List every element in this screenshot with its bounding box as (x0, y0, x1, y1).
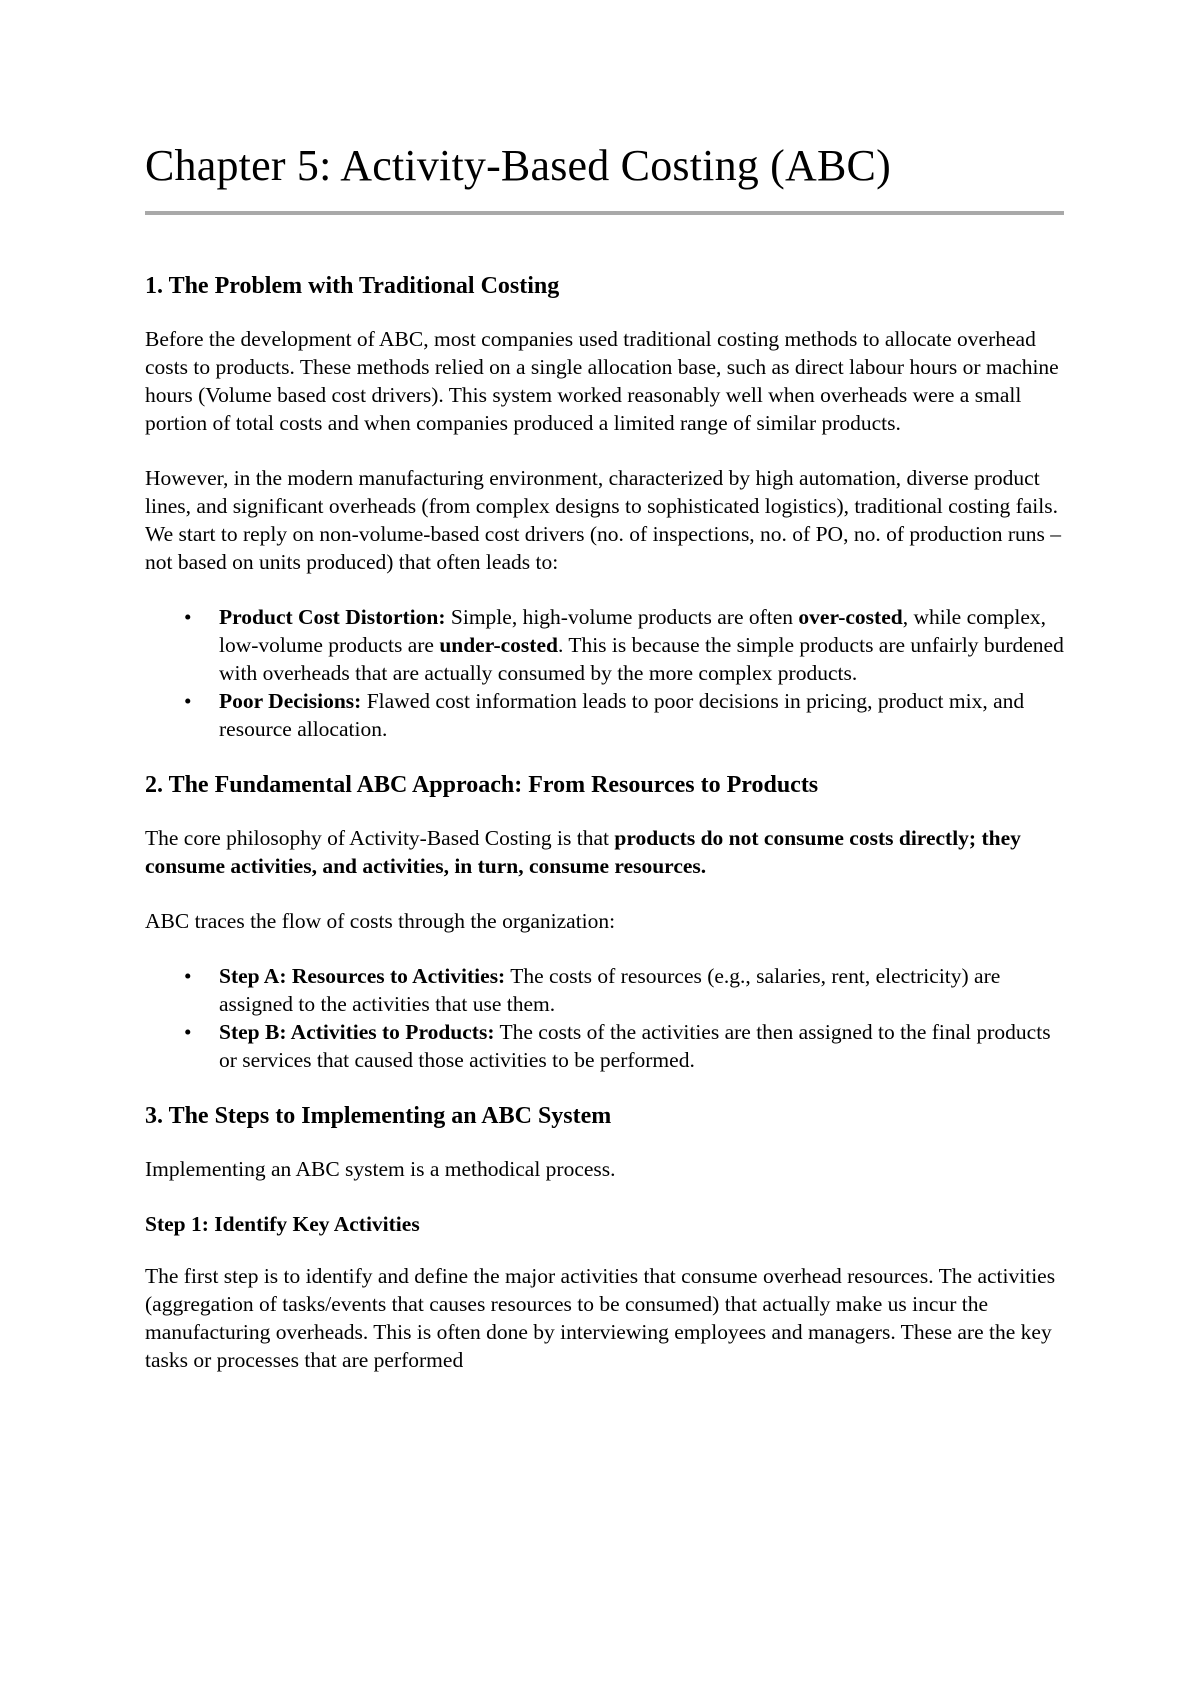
section-2-paragraph-2: ABC traces the flow of costs through the organization: (145, 909, 616, 933)
list-item (184, 687, 1064, 743)
section-3-paragraph-1: Implementing an ABC system is a methodical process. (145, 1157, 616, 1181)
section-1-heading: 1. The Problem with Traditional Costing (145, 273, 560, 299)
bullet-label: Step A: Resources to Activities: (219, 964, 506, 988)
bullet-label: Step B: Activities to Products: (219, 1020, 495, 1044)
bullet-text: Simple, high-volume products are often (445, 605, 799, 629)
paragraph-emphasis: products do not consume costs directly; they consume activities, and activities, in turn, consume resources. (145, 826, 1021, 878)
list-item (184, 1018, 1064, 1074)
list-item (184, 603, 1064, 687)
bullet-emphasis: over-costed (798, 605, 903, 629)
section-1-paragraph-1: Before the development of ABC, most companies used traditional costing methods to allocate overhead costs to products. These methods relied on a single allocation base, such as direct labour hours or machine hours (Volume based cost drivers). This system worked reasonably well when overheads were a small portion of total costs and when companies produced a limited range of similar products. (145, 327, 1059, 435)
title-divider (145, 211, 1064, 215)
bullet-icon: • (184, 605, 192, 629)
step-1-paragraph: The first step is to identify and define the major activities that consume overhead resources. The activities (aggregation of tasks/events that causes resources to be consumed) that actually make us incur the manufacturing overheads. This is often done by interviewing employees and managers. These are the key tasks or processes that are performed (145, 1264, 1056, 1372)
bullet-icon: • (184, 1020, 192, 1044)
chapter-title: Chapter 5: Activity-Based Costing (ABC) (145, 141, 891, 190)
section-3-heading: 3. The Steps to Implementing an ABC System (145, 1103, 612, 1129)
bullet-label: Product Cost Distortion: (219, 605, 446, 629)
section-2-paragraph-1 (145, 824, 1064, 880)
paragraph-lead-text: The core philosophy of Activity-Based Costing is that (145, 826, 615, 850)
section-1-bullet-list (145, 603, 1064, 743)
list-item (184, 962, 1064, 1018)
bullet-label: Poor Decisions: (219, 689, 362, 713)
section-1-paragraph-2: However, in the modern manufacturing environment, characterized by high automation, diverse product lines, and significant overheads (from complex designs to sophisticated logistics), traditional costing fails. We start to reply on non-volume-based cost drivers (no. of inspections, no. of PO, no. of production runs – not based on units produced) that often leads to: (145, 466, 1062, 574)
bullet-text: The costs of the activities are then assigned to the final products or services that caused those activities to be performed. (219, 1020, 1051, 1072)
bullet-text: . This is because the simple products are unfairly burdened with overheads that are actually consumed by the more complex products. (219, 633, 1064, 685)
bullet-emphasis: under-costed (439, 633, 558, 657)
bullet-icon: • (184, 964, 192, 988)
bullet-text: , while complex, low-volume products are (219, 605, 1047, 657)
step-1-heading: Step 1: Identify Key Activities (145, 1212, 420, 1236)
bullet-icon: • (184, 689, 192, 713)
section-2-heading: 2. The Fundamental ABC Approach: From Resources to Products (145, 772, 819, 798)
bullet-text: The costs of resources (e.g., salaries, rent, electricity) are assigned to the activities that use them. (219, 964, 1001, 1016)
section-2-bullet-list (145, 962, 1064, 1074)
bullet-text: Flawed cost information leads to poor decisions in pricing, product mix, and resource allocation. (219, 689, 1025, 741)
